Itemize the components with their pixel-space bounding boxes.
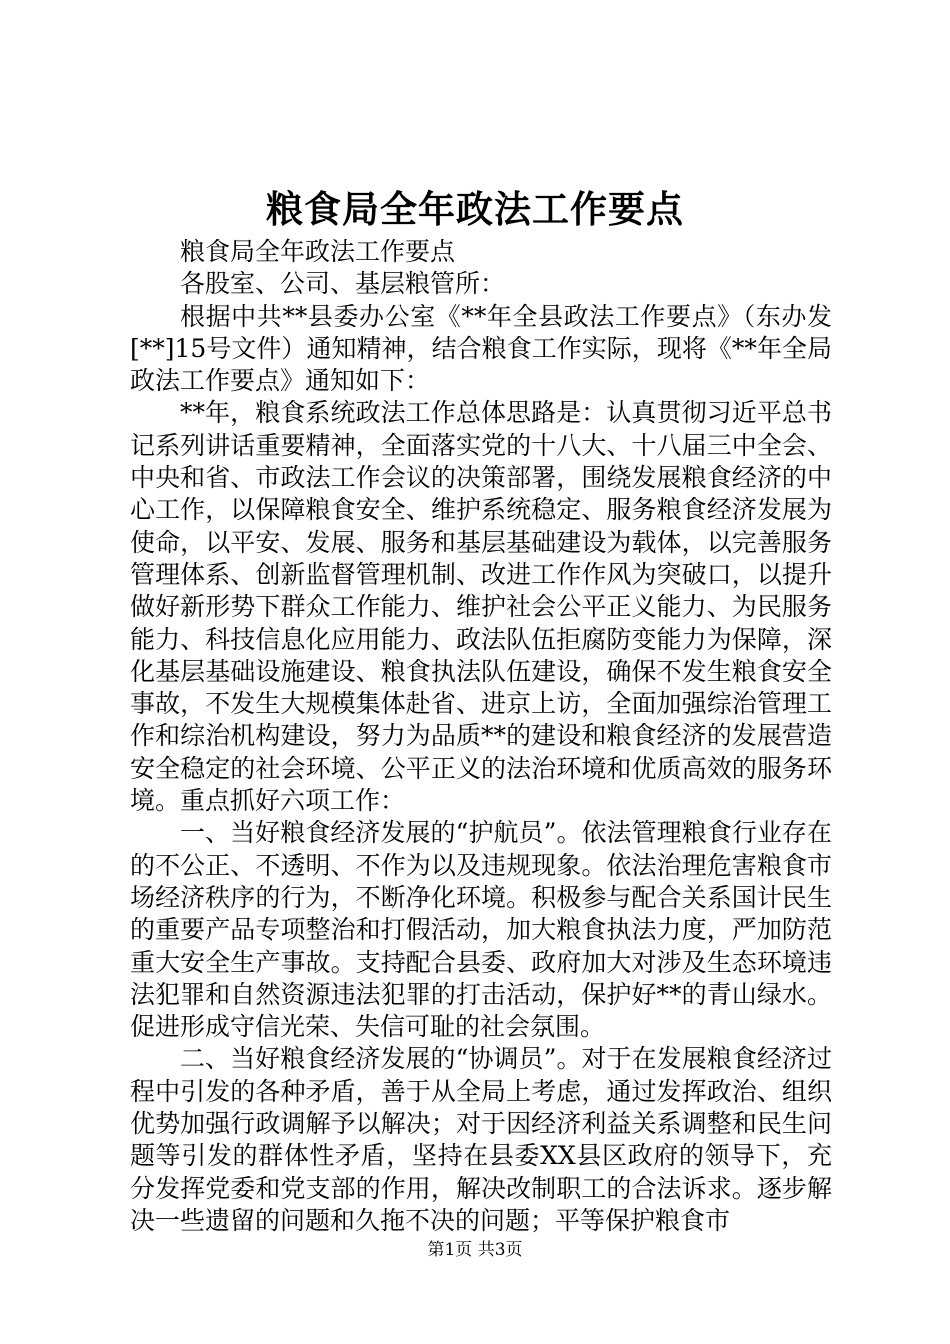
paragraph-item-one: 一、当好粮食经济发展的“护航员”。依法管理粮食行业存在的不公正、不透明、不作为以及违规现象。依法治理危害粮食市场经济秩序的行为，不断净化环境。积极参与配合关系国计民生的重要产品专项整治和打假活动，加大粮食执法力度，严加防范重大安全生产事故。支持配合县委、政府加大对涉及生态环境违法犯罪和自然资源违法犯罪的打击活动，保护好**的青山绿水。促进形成守信光荣、失信可耻的社会氛围。 [130,818,832,1042]
paragraph-item-two: 二、当好粮食经济发展的“协调员”。对于在发展粮食经济过程中引发的各种矛盾，善于从全局上考虑，通过发挥政治、组织优势加强行政调解予以解决；对于因经济利益关系调整和民生问题等引发的群体性矛盾，坚持在县委XX县区政府的领导下，充分发挥党委和党支部的作用，解决改制职工的合法诉求。逐步解决一些遗留的问题和久拖不决的问题；平等保护粮食市 [130,1044,832,1235]
document-title: 粮食局全年政法工作要点 [266,187,684,231]
paragraph-salutation: 各股室、公司、基层粮管所： [180,269,506,299]
paragraph-general-idea: **年，粮食系统政法工作总体思路是：认真贯彻习近平总书记系列讲话重要精神，全面落实党的十八大、十八届三中全会、中央和省、市政法工作会议的决策部署，围绕发展粮食经济的中心工作，以保障粮食安全、维护系统稳定、服务粮食经济发展为使命，以平安、发展、服务和基层基础建设为载体，以完善服务管理体系、创新监督管理机制、改进工作作风为突破口，以提升做好新形势下群众工作能力、维护社会公平正义能力、为民服务能力、科技信息化应用能力、政法队伍拒腐防变能力为保障，深化基层基础设施建设、粮食执法队伍建设，确保不发生粮食安全事故，不发生大规模集体赴省、进京上访，全面加强综治管理工作和综治机构建设，努力为品质**的建设和粮食经济的发展营造安全稳定的社会环境、公平正义的法治环境和优质高效的服务环境。重点抓好六项工作： [130,398,832,816]
paragraph-intro: 根据中共**县委办公室《**年全县政法工作要点》（东办发[**]15号文件）通知精神，结合粮食工作实际，现将《**年全局政法工作要点》通知如下： [130,301,832,396]
paragraph-subtitle: 粮食局全年政法工作要点 [180,237,456,266]
document-body [130,236,832,1237]
page-number-footer: 第1页 共3页 [427,1240,523,1260]
